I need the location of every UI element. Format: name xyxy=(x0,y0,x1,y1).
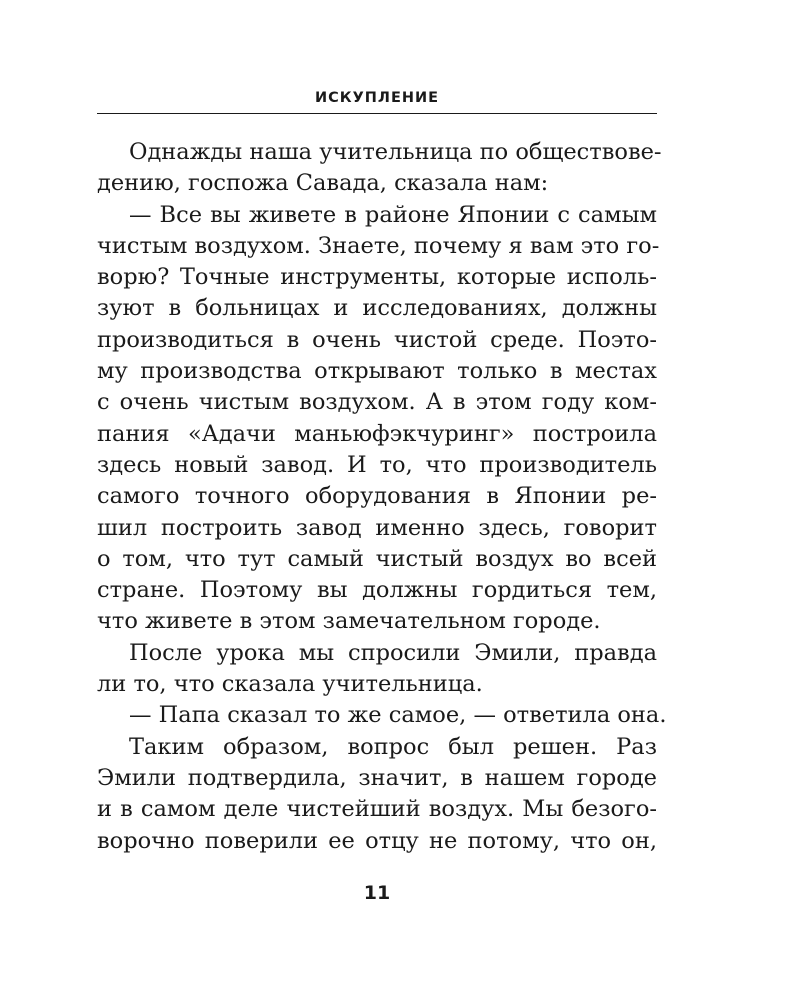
text-line: зуют в больницах и исследованиях, должны xyxy=(97,295,657,322)
text-line: Однажды наша учительница по обществове- xyxy=(129,139,662,165)
text-line: и в самом деле чистейший воздух. Мы безого- xyxy=(97,796,657,823)
text-line: му производства открывают только в местах xyxy=(97,358,657,385)
text-line: ворочно поверили ее отцу не потому, что он, xyxy=(97,827,657,854)
body-text xyxy=(97,137,667,857)
text-line: чистым воздухом. Знаете, почему я вам это го- xyxy=(97,232,660,259)
text-line: пания «Адачи маньюфэкчуринг» построила xyxy=(97,420,657,447)
text-line: Таким образом, вопрос был решен. Раз xyxy=(129,733,657,760)
running-title: ИСКУПЛЕНИЕ xyxy=(314,90,440,106)
header-rule xyxy=(97,113,657,114)
text-line: Эмили подтвердила, значит, в нашем городе xyxy=(97,764,657,791)
text-line: — Все вы живете в районе Японии с самым xyxy=(129,201,657,228)
text-line: ли то, что сказала учительница. xyxy=(97,671,483,698)
text-line: здесь новый завод. И то, что производитель xyxy=(97,451,657,478)
text-line: что живете в этом замечательном городе. xyxy=(97,608,601,635)
text-line: шил построить завод именно здесь, говорит xyxy=(97,514,657,541)
text-line: — Папа сказал то же самое, — ответила она. xyxy=(129,702,667,729)
text-line: самого точного оборудования в Японии ре- xyxy=(97,483,657,510)
text-line: стране. Поэтому вы должны гордиться тем, xyxy=(97,577,657,604)
page-number: 11 xyxy=(363,882,391,904)
text-line: с очень чистым воздухом. А в этом году ком- xyxy=(97,389,657,416)
text-line: о том, что тут самый чистый воздух во всей xyxy=(97,545,657,572)
text-line: производиться в очень чистой среде. Поэто- xyxy=(97,326,657,353)
text-line: ворю? Точные инструменты, которые исполь- xyxy=(97,264,657,291)
text-line: дению, госпожа Савада, сказала нам: xyxy=(97,170,549,197)
text-line: После урока мы спросили Эмили, правда xyxy=(129,639,657,666)
